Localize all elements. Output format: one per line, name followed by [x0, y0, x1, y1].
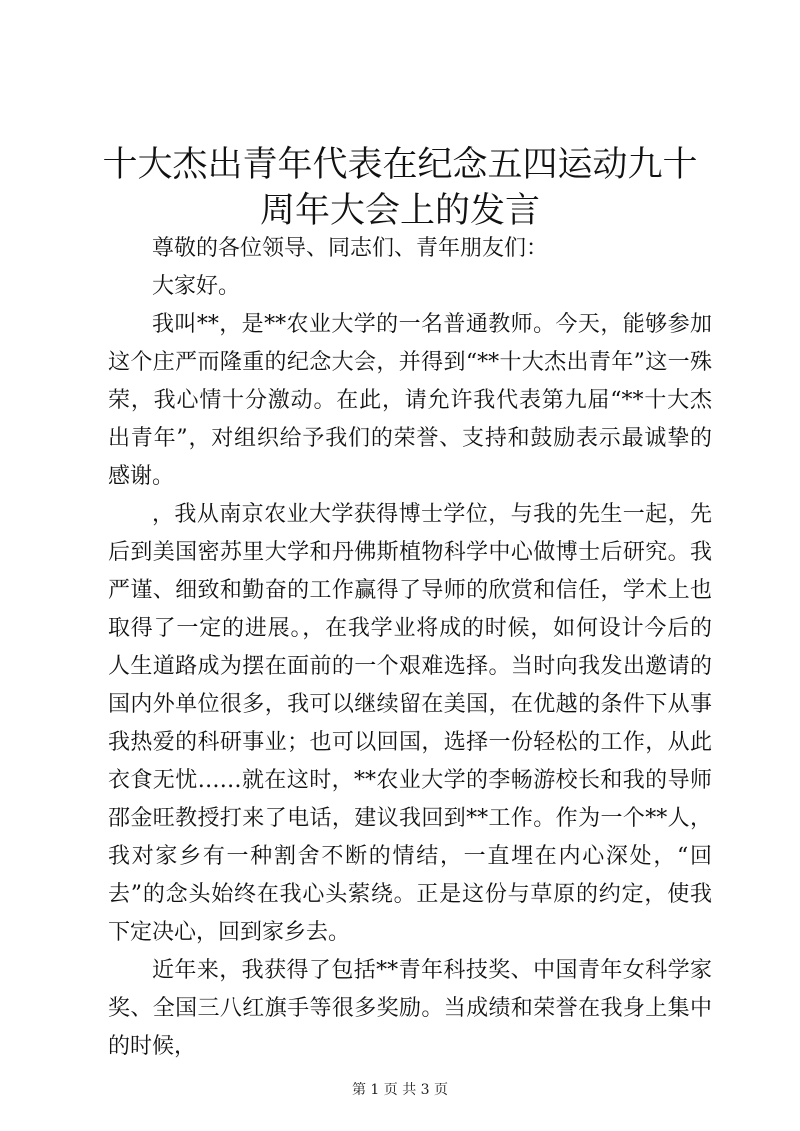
document-title: 十大杰出青年代表在纪念五四运动九十周年大会上的发言 — [102, 145, 698, 231]
paragraph-achievements: 近年来，我获得了包括**青年科技奖、中国青年女科学家奖、全国三八红旗手等很多奖励。当成绩和荣誉在我身上集中的时候， — [108, 958, 712, 1059]
paragraph-introduction: 我叫**，是**农业大学的一名普通教师。今天，能够参加这个庄严而隆重的纪念大会，并得到“**十大杰出青年”这一殊荣，我心情十分激动。在此，请允许我代表第九届“**十大杰出青年”，对组织给予我们的荣誉、支持和鼓励表示最诚挚的感谢。 — [108, 312, 712, 489]
paragraph-salutation: 尊敬的各位领导、同志们、青年朋友们： — [152, 236, 549, 261]
page-footer: 第 1 页 共 3 页 — [351, 1082, 449, 1098]
document-body — [108, 230, 712, 1066]
paragraph-career-choice: ，我从南京农业大学获得博士学位，与我的先生一起，先后到美国密苏里大学和丹佛斯植物科学中心做博士后研究。我严谨、细致和勤奋的工作赢得了导师的欣赏和信任，学术上也取得了一定的进展。，在我学业将成的时候，如何设计今后的人生道路成为摆在面前的一个艰难选择。当时向我发出邀请的国内外单位很多，我可以继续留在美国，在优越的条件下从事我热爱的科研事业；也可以回国，选择一份轻松的工作，从此衣食无忧……就在这时，**农业大学的李畅游校长和我的导师邵金旺教授打来了电话，建议我回到**工作。作为一个**人，我对家乡有一种割舍不断的情结，一直埋在内心深处，“回去”的念头始终在我心头萦绕。正是这份与草原的约定，使我下定决心，回到家乡去。 — [108, 502, 712, 945]
paragraph-greeting: 大家好。 — [152, 274, 241, 299]
